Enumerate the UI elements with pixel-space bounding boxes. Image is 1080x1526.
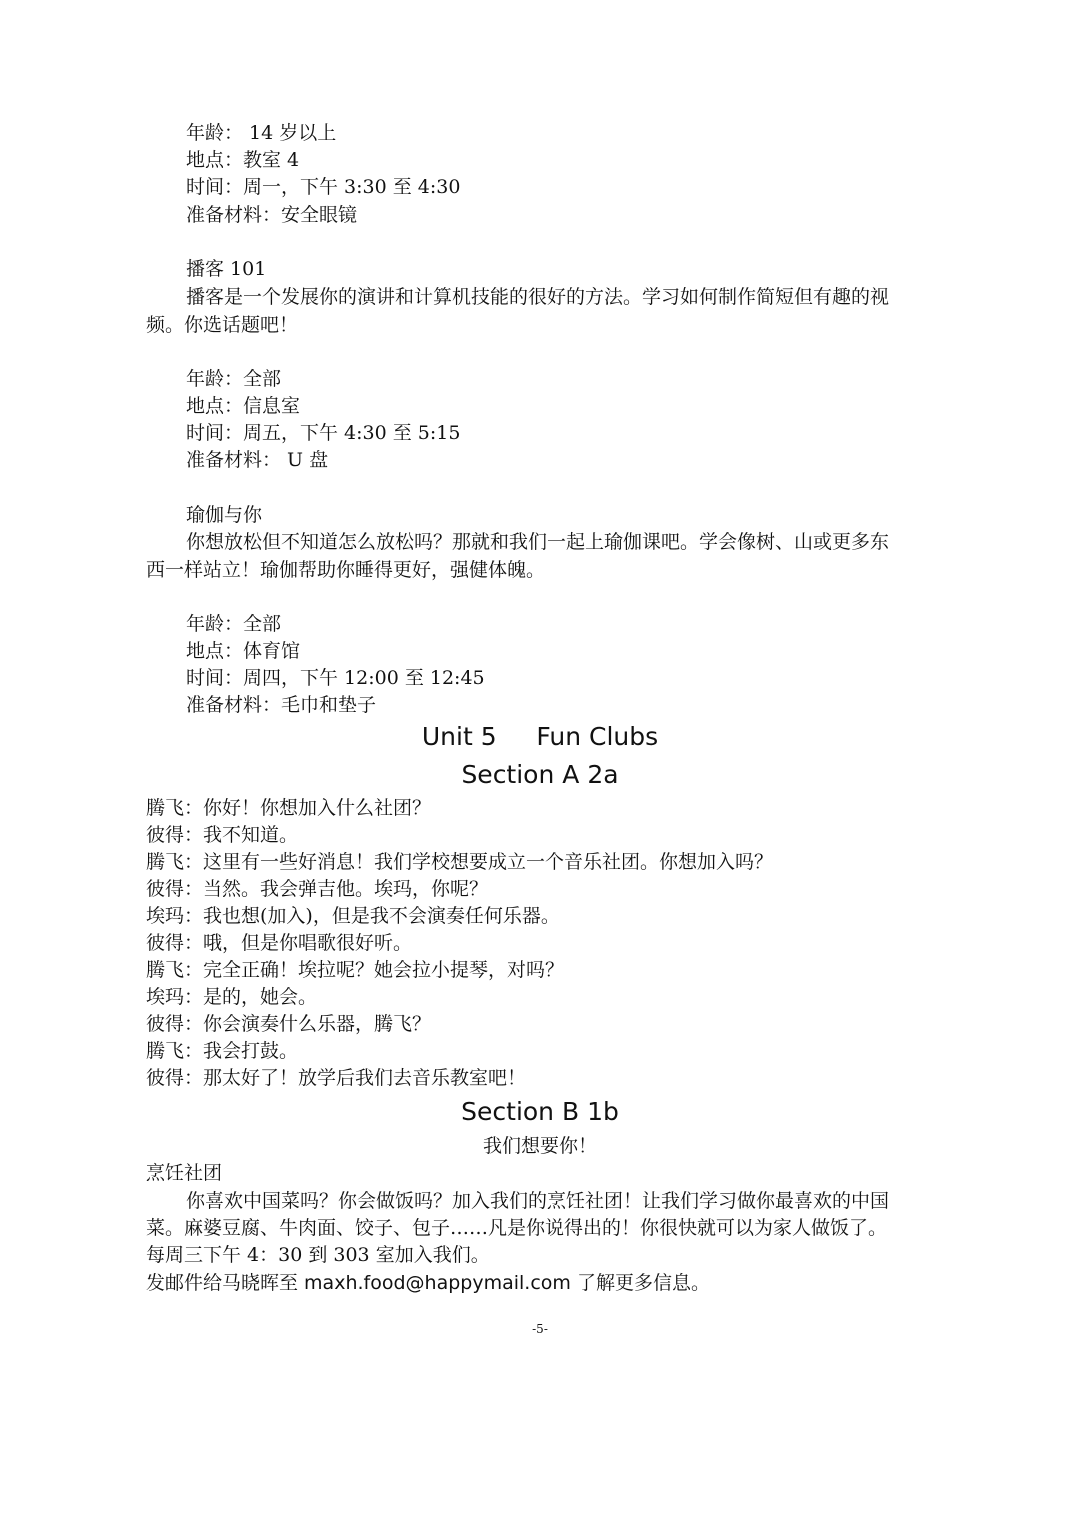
yoga-desc-line1: 你想放松但不知道怎么放松吗？那就和我们一起上瑜伽课吧。学会像树、山或更多东 (186, 531, 890, 553)
podcast-place: 地点：信息室 (186, 395, 301, 417)
block1-materials: 准备材料：安全眼镜 (186, 204, 358, 226)
block1-time: 时间：周一，下午 3:30 至 4:30 (186, 176, 461, 198)
club-name: 烹饪社团 (146, 1162, 223, 1184)
dialogue-line: 彼得：当然。我会弹吉他。埃玛，你呢？ (146, 878, 489, 900)
dialogue-line: 腾飞：我会打鼓。 (146, 1040, 299, 1062)
dialogue-line: 埃玛：是的，她会。 (146, 986, 318, 1008)
unit-heading: Unit 5 Fun Clubs (421, 722, 659, 751)
email-line (146, 1270, 710, 1297)
podcast-title: 播客 101 (186, 258, 267, 280)
dialogue-line: 腾飞：完全正确！埃拉呢？她会拉小提琴，对吗？ (146, 959, 565, 981)
email-suffix: 了解更多信息。 (570, 1272, 710, 1294)
podcast-desc-line1: 播客是一个发展你的演讲和计算机技能的很好的方法。学习如何制作简短但有趣的视 (186, 286, 890, 308)
podcast-materials: 准备材料： U 盘 (186, 449, 329, 471)
podcast-time: 时间：周五，下午 4:30 至 5:15 (186, 422, 461, 444)
section-b-heading: Section B 1b (461, 1097, 619, 1126)
podcast-desc-line2: 频。你选话题吧！ (146, 314, 299, 336)
yoga-place: 地点：体育馆 (186, 640, 301, 662)
dialogue-line: 彼得：那太好了！放学后我们去音乐教室吧！ (146, 1067, 527, 1089)
yoga-desc-line2: 西一样站立！瑜伽帮助你睡得更好，强健体魄。 (146, 559, 546, 581)
dialogue-line: 彼得：我不知道。 (146, 824, 299, 846)
yoga-age: 年龄：全部 (186, 613, 282, 635)
section-a-heading: Section A 2a (461, 760, 619, 789)
email-address: maxh.food@happymail.com (304, 1272, 571, 1294)
club-para-line2: 菜。麻婆豆腐、牛肉面、饺子、包子……凡是你说得出的！你很快就可以为家人做饭了。 (146, 1217, 888, 1239)
dialogue-line: 彼得：你会演奏什么乐器，腾飞？ (146, 1013, 432, 1035)
section-b-subtitle: 我们想要你！ (482, 1135, 597, 1157)
club-para-line1: 你喜欢中国菜吗？你会做饭吗？加入我们的烹饪社团！让我们学习做你最喜欢的中国 (186, 1190, 890, 1212)
yoga-title: 瑜伽与你 (186, 504, 263, 526)
block1-place: 地点：教室 4 (186, 149, 300, 171)
block1-age: 年龄： 14 岁以上 (186, 122, 337, 144)
yoga-materials: 准备材料：毛巾和垫子 (186, 694, 377, 716)
club-para-line3: 每周三下午 4：30 到 303 室加入我们。 (146, 1244, 490, 1266)
dialogue-line: 埃玛：我也想(加入)，但是我不会演奏任何乐器。 (146, 905, 560, 927)
dialogue-line: 腾飞：你好！你想加入什么社团？ (146, 797, 432, 819)
podcast-age: 年龄：全部 (186, 368, 282, 390)
dialogue-line: 彼得：哦，但是你唱歌很好听。 (146, 932, 413, 954)
page-number: -5- (532, 1322, 548, 1336)
dialogue-line: 腾飞：这里有一些好消息！我们学校想要成立一个音乐社团。你想加入吗？ (146, 851, 774, 873)
yoga-time: 时间：周四，下午 12:00 至 12:45 (186, 667, 485, 689)
email-prefix: 发邮件给马晓晖至 (146, 1272, 305, 1294)
